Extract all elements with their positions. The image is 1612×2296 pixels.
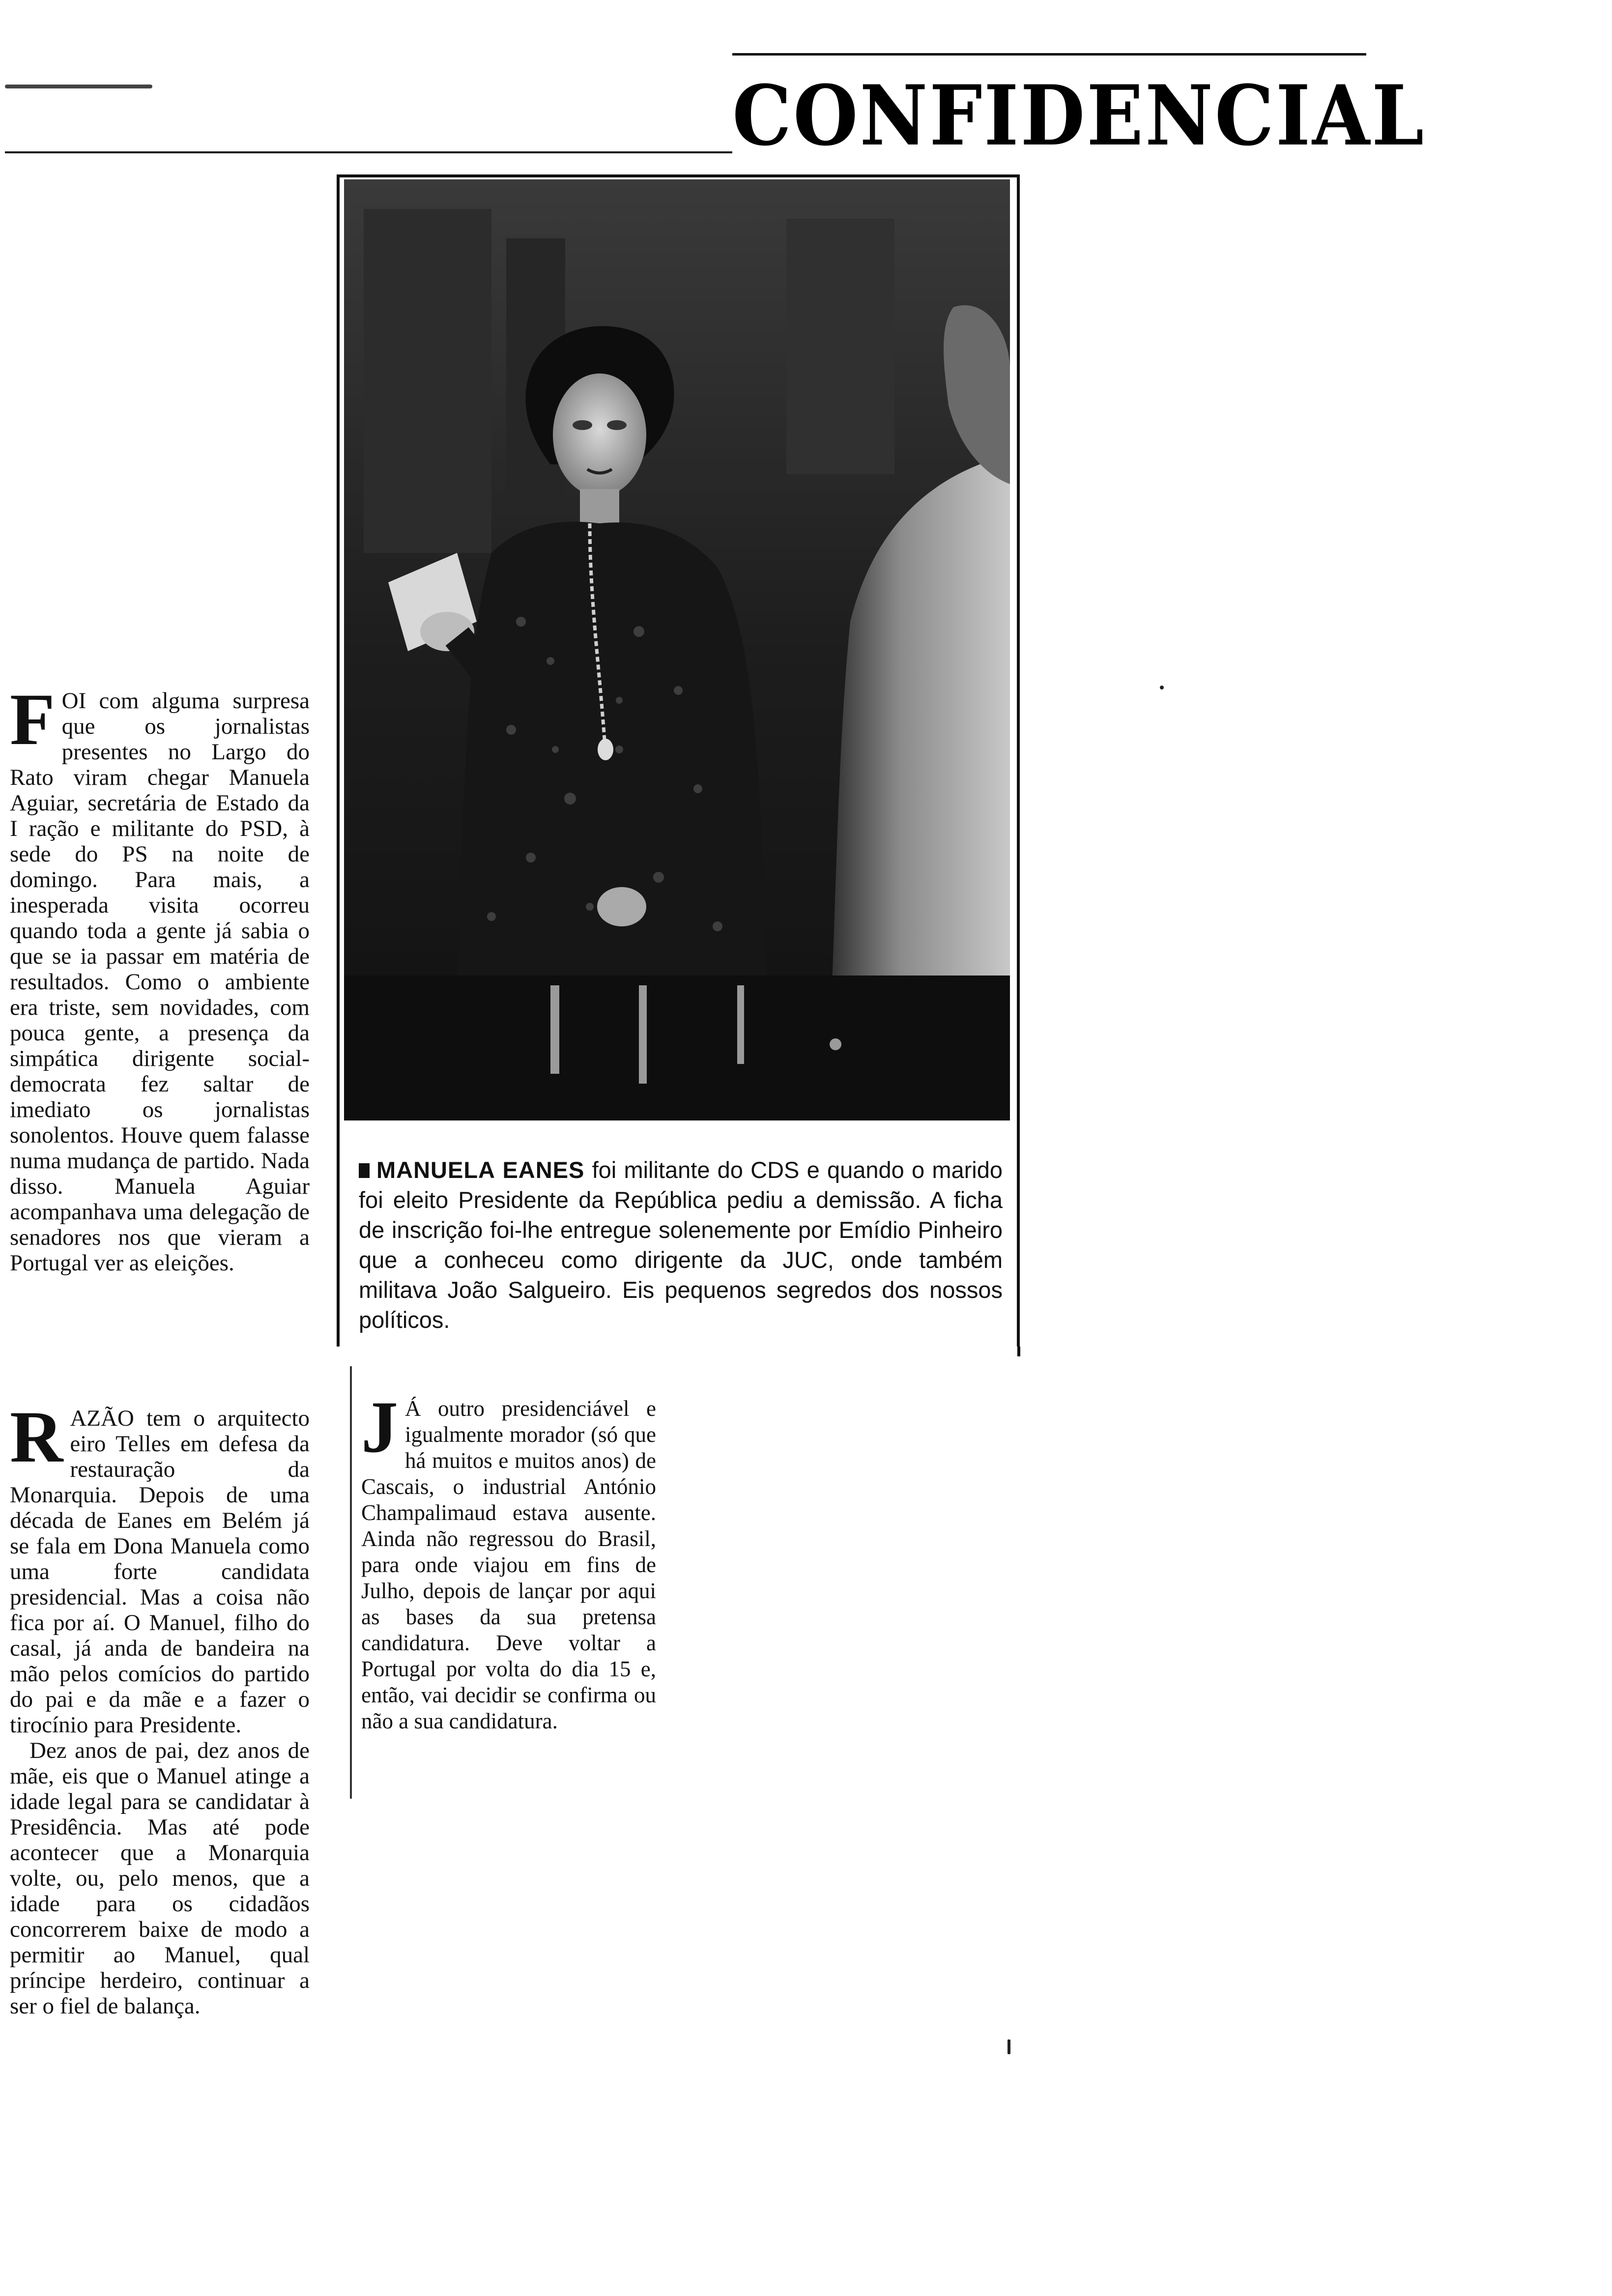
scan-speck: [1160, 686, 1164, 689]
article-text: Á outro presidenciável e igualmente morador (só que há muitos e muitos anos) de Cascais, o industrial António Champalimaud estava ausente. Ainda não regressou do Brasil, para onde viajou em fins de Julho, depois de lançar por aqui as bases da sua pretensa candidatura. Deve voltar a Portugal por volta do dia 15 e, então, vai decidir se confirma ou não a sua candidatura.: [361, 1396, 656, 1733]
article-aguiar: [10, 679, 310, 1276]
column-divider: [350, 1366, 352, 1799]
header-rule-top: [732, 53, 1366, 56]
header-rule-left: [5, 151, 732, 153]
article-monarquia: [10, 1396, 310, 2019]
masthead: CONFIDENCIAL: [732, 67, 1426, 164]
article-champalimaud: [361, 1386, 656, 1734]
scan-mark: [5, 85, 152, 88]
scan-speck: [1008, 2039, 1010, 2054]
photo: [344, 179, 1010, 1120]
caption-text: foi militante do CDS e quando o marido foi eleito Presidente da República pediu a demissão. A ficha de inscrição foi-lhe entregue solenemente por Emídio Pinheiro que a conheceu como dirigente da JUC, onde também militava João Salgueiro. Eis pequenos segredos dos nossos políticos.: [359, 1157, 1003, 1333]
article-text: AZÃO tem o arquitecto eiro Telles em defesa da restauração da Monarquia. Depois de uma década de Eanes em Belém já se fala em Dona Manuela como uma forte candidata presidencial. Mas a coisa não fica por aí. O Manuel, filho do casal, já anda de bandeira na mão pelos comícios do partido do pai e da mãe e a fazer o tirocínio para Presidente.: [10, 1406, 310, 1738]
bullet-icon: [359, 1163, 370, 1178]
photo-caption: [359, 1155, 1003, 1335]
photo-image: [344, 179, 1010, 1120]
frame-tick: [1017, 1347, 1020, 1356]
dropcap: J: [361, 1386, 398, 1468]
article-text: OI com alguma surpresa que os jornalistas presentes no Largo do Rato viram chegar Manuela Aguiar, secretária de Estado da I ração e militante do PSD, à sede do PS na noite de domingo. Para mais, a inesperada visita ocorreu quando toda a gente já sabia o que se ia passar em matéria de resultados. Como o ambiente era triste, sem novidades, com pouca gente, a presença da simpática dirigente social-democrata fez saltar de imediato os jornalistas sonolentos. Houve quem falasse numa mudança de partido. Nada disso. Manuela Aguiar acompanhava uma delegação de senadores nos que vieram a Portugal ver as eleições.: [10, 688, 310, 1276]
dropcap: F: [10, 679, 55, 760]
caption-lead: MANUELA EANES: [376, 1157, 585, 1183]
article-paragraph-2: Dez anos de pai, dez anos de mãe, eis que o Manuel atinge a idade legal para se candidatar à Presidência. Mas até pode acontecer que a Monarquia volte, ou, pelo menos, que a idade para os cidadãos concorrerem baixe de modo a permitir ao Manuel, qual príncipe herdeiro, continuar a ser o fiel de balança.: [10, 1738, 310, 2019]
dropcap: R: [10, 1396, 63, 1478]
